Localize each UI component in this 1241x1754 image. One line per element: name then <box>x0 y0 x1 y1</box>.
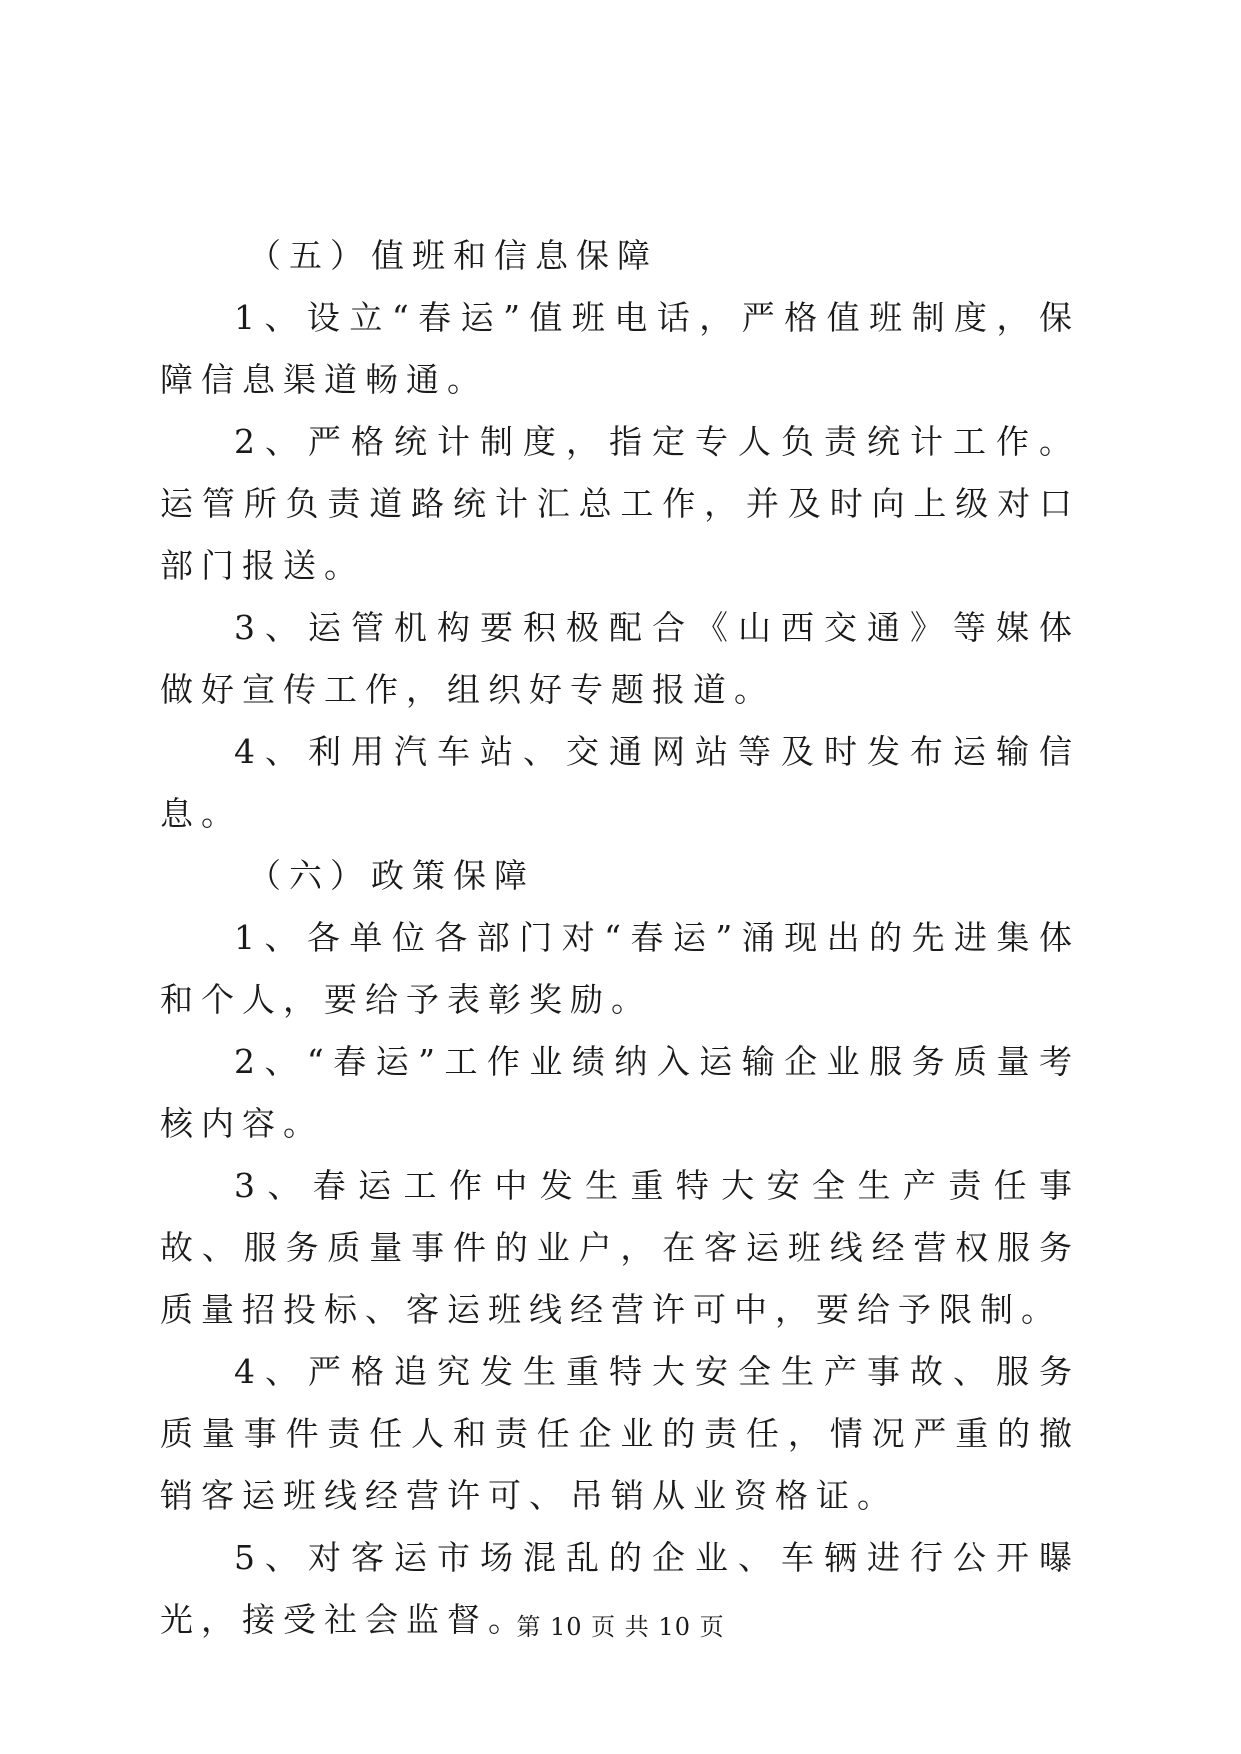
section-heading-6: （六）政策保障 <box>248 856 535 895</box>
document-body <box>160 225 1080 1651</box>
paragraph-item: 5、对客运市场混乱的企业、车辆进行公开曝光，接受社会监督。 <box>160 1538 1080 1639</box>
paragraph-item: 2、“春运”工作业绩纳入运输企业服务质量考核内容。 <box>160 1042 1080 1143</box>
page-number-footer: 第 10 页 共 10 页 <box>516 1613 725 1641</box>
paragraph-item: 3、运管机构要积极配合《山西交通》等媒体做好宣传工作，组织好专题报道。 <box>160 608 1080 709</box>
paragraph-item: 3、春运工作中发生重特大安全生产责任事故、服务质量事件的业户，在客运班线经营权服务质量招投标、客运班线经营许可中，要给予限制。 <box>160 1166 1080 1329</box>
paragraph-item: 4、严格追究发生重特大安全生产事故、服务质量事件责任人和责任企业的责任，情况严重的撤销客运班线经营许可、吊销从业资格证。 <box>160 1352 1080 1515</box>
paragraph-item: 2、严格统计制度，指定专人负责统计工作。运管所负责道路统计汇总工作，并及时向上级对口部门报送。 <box>160 422 1080 585</box>
paragraph-item: 1、设立“春运”值班电话，严格值班制度，保障信息渠道畅通。 <box>160 298 1080 399</box>
paragraph-item: 4、利用汽车站、交通网站等及时发布运输信息。 <box>160 732 1080 833</box>
paragraph-item: 1、各单位各部门对“春运”涌现出的先进集体和个人，要给予表彰奖励。 <box>160 918 1080 1019</box>
section-heading-5: （五）值班和信息保障 <box>248 236 658 275</box>
